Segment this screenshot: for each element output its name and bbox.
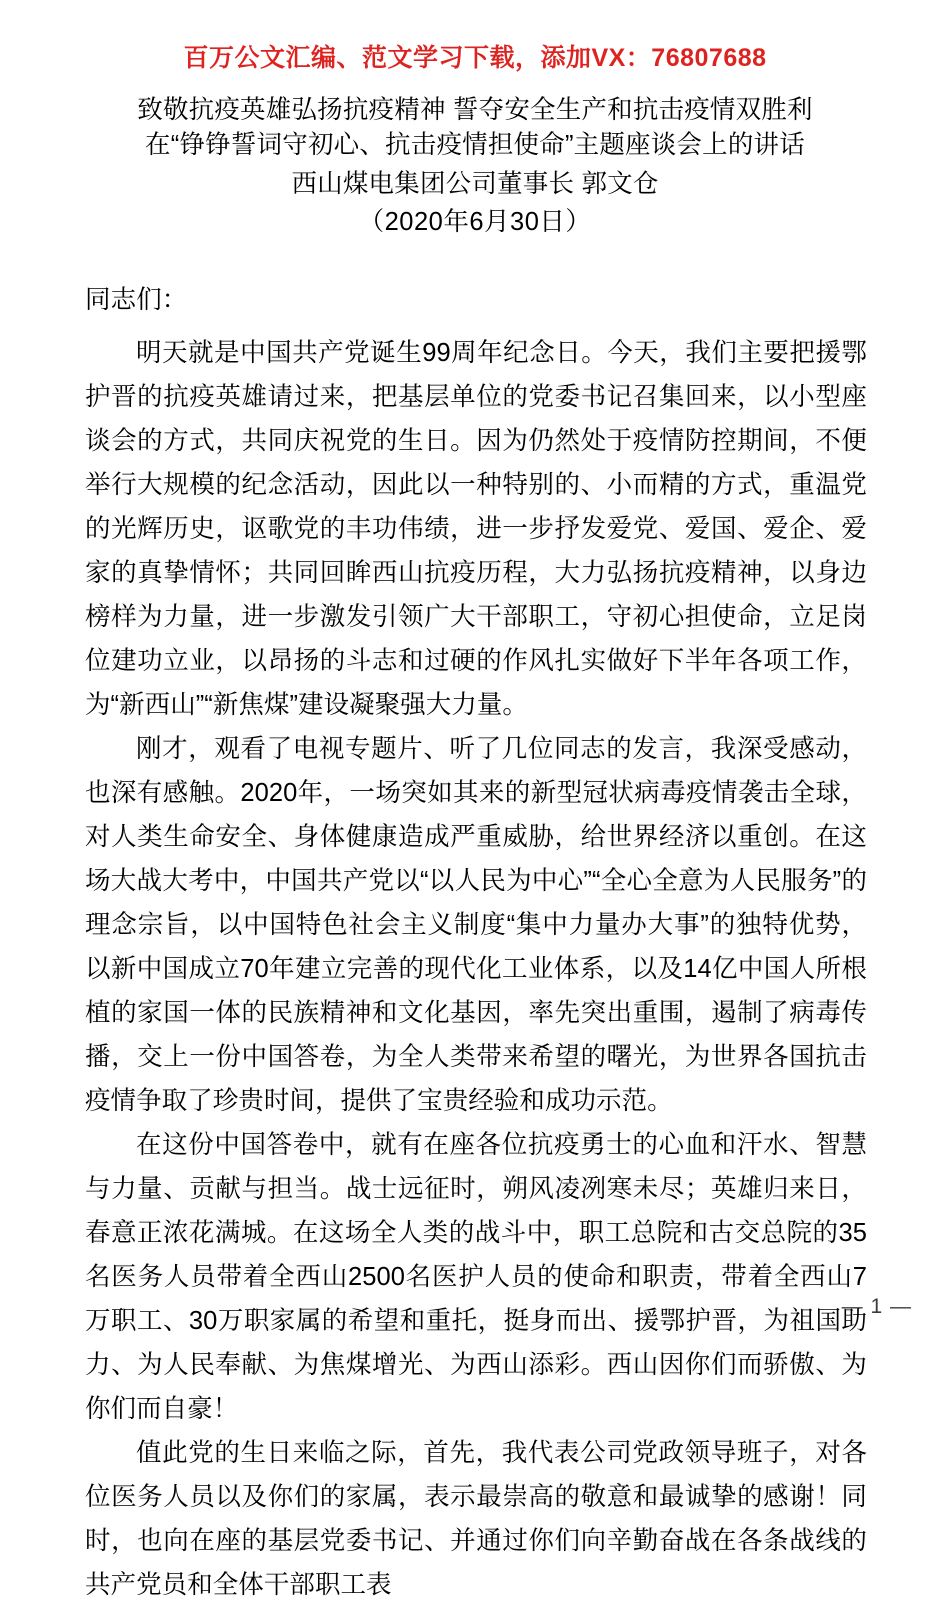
document-byline: 西山煤电集团公司董事长 郭文仓 xyxy=(291,170,659,198)
body-paragraph: 明天就是中国共产党诞生99周年纪念日。今天，我们主要把援鄂护晋的抗疫英雄请过来，把基层单位的党委书记召集回来，以小型座谈会的方式，共同庆祝党的生日。因为仍然处于疫情防控期间，不便举行大规模的纪念活动，因此以一种特别的、小而精的方式，重温党的光辉历史，讴歌党的丰功伟绩，进一步抒发爱党、爱国、爱企、爱家的真挚情怀；共同回眸西山抗疫历程，大力弘扬抗疫精神，以身边榜样为力量，进一步激发引领广大干部职工，守初心担使命，立足岗位建功立业，以昂扬的斗志和过硬的作风扎实做好下半年各项工作，为“新西山”“新焦煤”建设凝聚强大力量。 xyxy=(85,339,867,719)
document-title-line-2: 在“铮铮誓词守初心、抗击疫情担使命”主题座谈会上的讲话 xyxy=(145,131,805,159)
document-title-block xyxy=(0,93,950,240)
page-number-footer: — 1 — xyxy=(841,1295,912,1318)
document-body xyxy=(85,278,867,1607)
body-paragraph: 值此党的生日来临之际，首先，我代表公司党政领导班子，对各位医务人员以及你们的家属，表示最崇高的敬意和最诚挚的感谢！同时，也向在座的基层党委书记、并通过你们向辛勤奋战在各条战线的共产党员和全体干部职工表 xyxy=(85,1439,867,1599)
body-paragraph: 在这份中国答卷中，就有在座各位抗疫勇士的心血和汗水、智慧与力量、贡献与担当。战士远征时，朔风凌冽寒未尽；英雄归来日，春意正浓花满城。在这场全人类的战斗中，职工总院和古交总院的35名医务人员带着全西山2500名医护人员的使命和职责，带着全西山7万职工、30万职家属的希望和重托，挺身而出、援鄂护晋，为祖国助力、为人民奉献、为焦煤增光、为西山添彩。西山因你们而骄傲、为你们而自豪！ xyxy=(85,1131,867,1423)
body-paragraph: 刚才，观看了电视专题片、听了几位同志的发言，我深受感动，也深有感触。2020年，一场突如其来的新型冠状病毒疫情袭击全球，对人类生命安全、身体健康造成严重威胁，给世界经济以重创。在这场大战大考中，中国共产党以“以人民为中心”“全心全意为人民服务”的理念宗旨，以中国特色社会主义制度“集中力量办大事”的独特优势，以新中国成立70年建立完善的现代化工业体系，以及14亿中国人所根植的家国一体的民族精神和文化基因，率先突出重围，遏制了病毒传播，交上一份中国答卷，为全人类带来希望的曙光，为世界各国抗击疫情争取了珍贵时间，提供了宝贵经验和成功示范。 xyxy=(85,735,867,1115)
salutation: 同志们： xyxy=(85,286,188,314)
promo-banner-text: 百万公文汇编、范文学习下载，添加VX：76807688 xyxy=(183,44,767,72)
document-title-line-1: 致敬抗疫英雄弘扬抗疫精神 誓夺安全生产和抗击疫情双胜利 xyxy=(137,96,813,124)
document-dateline: （2020年6月30日） xyxy=(358,208,592,236)
